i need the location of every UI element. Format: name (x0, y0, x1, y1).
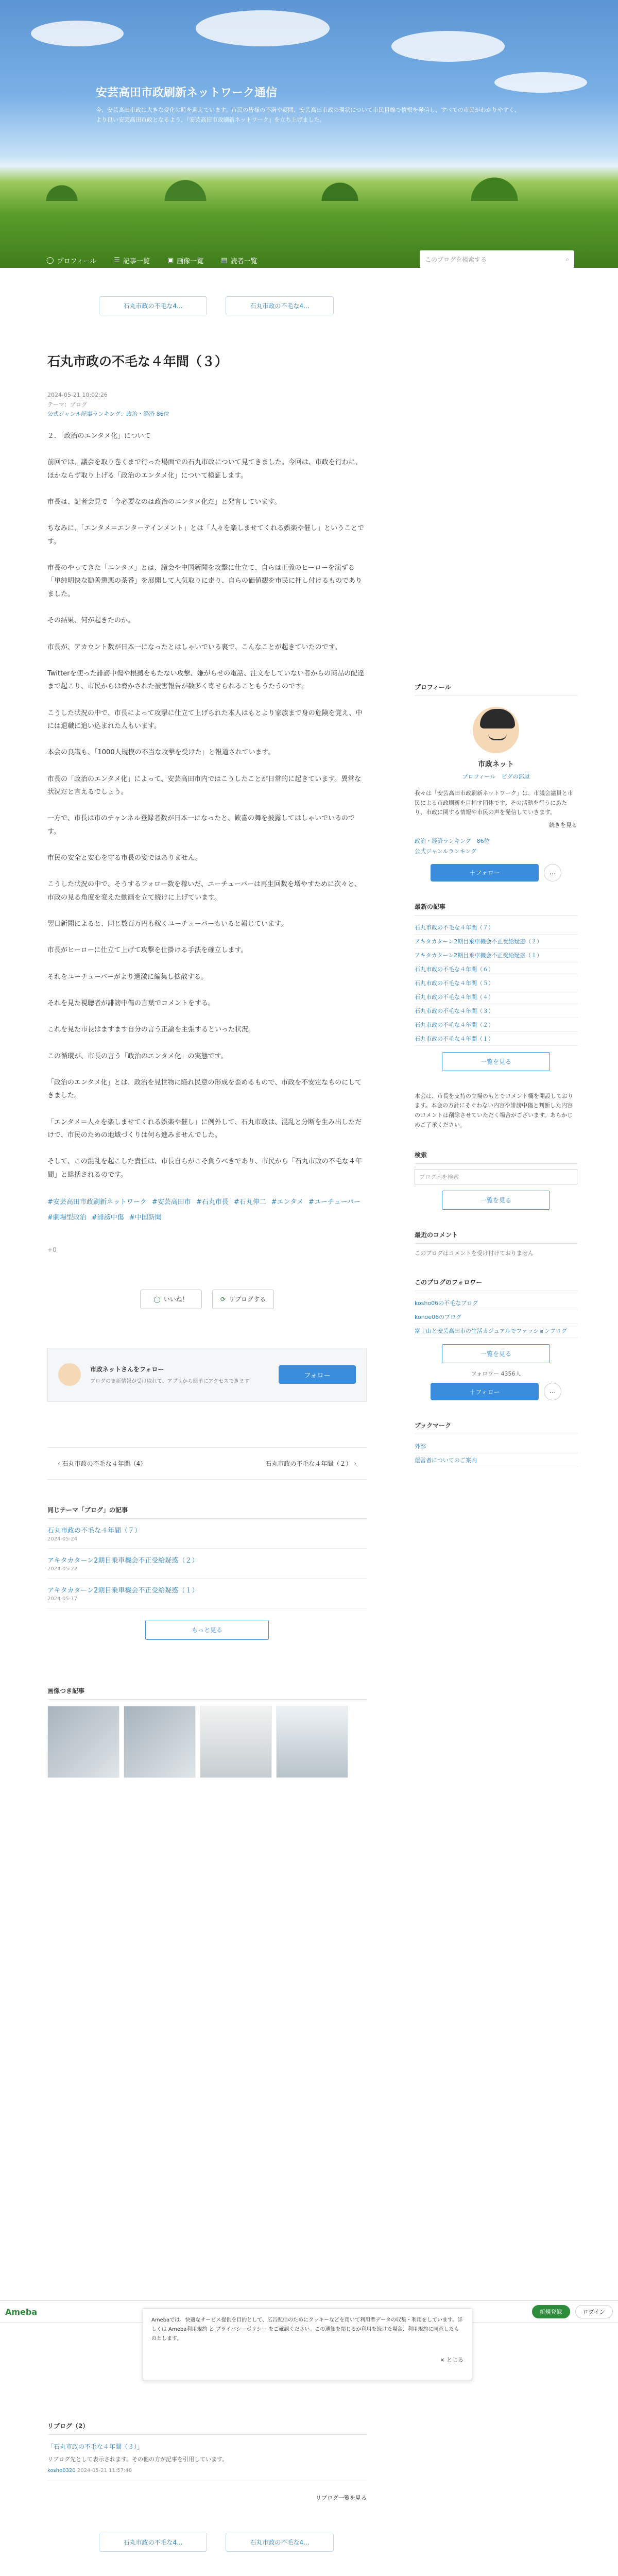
profile-heading: プロフィール (415, 683, 577, 696)
recent-article-link[interactable]: アキタカターン2期目乗車機会不正受給疑惑（２） (415, 935, 577, 948)
more-related-button[interactable]: もっと見る (145, 1620, 269, 1640)
ameba-logo[interactable]: Ameba (5, 2307, 38, 2317)
tree-line (0, 170, 618, 201)
image-icon: ▣ (167, 256, 174, 264)
entry-paragraph: 市長が、アカウント数が日本一になったとはしゃいでいる裏で、こんなことが起きていたのです。 (47, 643, 341, 651)
profile-name[interactable]: 市政ネット (478, 760, 514, 769)
profile-more-link[interactable]: 続きを見る (549, 822, 577, 829)
blog-description: 今、安芸高田市政は大きな変化の時を迎えています。市民の皆様の不満や疑問、安芸高田市政の現状について市民目線で情報を発信し、すべての市民がわかりやすく、より良い安芸高田市政となるよう、『安芸高田市政刷新ネットワーク』を立ち上げました。 (96, 107, 520, 123)
cookie-notice (143, 2308, 472, 2380)
follower-link[interactable]: kosho06の不毛なブログ (415, 1296, 577, 1310)
related-item[interactable] (47, 1549, 367, 1579)
hashtag-link[interactable]: #劇場型政治 (47, 1213, 87, 1222)
bookmark-heading: ブックマーク (415, 1421, 577, 1434)
follower-link[interactable]: konoe06のブログ (415, 1310, 577, 1324)
entry-paragraph: そして、この混乱を起こした責任は、市長自らがこそ負うべきであり、市民から「石丸市政の不毛な４年間」と総括されるのです。 (47, 1158, 362, 1179)
entry-paragraph: それを見た視聴者が誹謗中傷の言葉でコメントをする。 (47, 999, 215, 1007)
nav-profile[interactable]: ◯ プロフィール (46, 256, 97, 265)
recent-list (415, 921, 577, 1046)
hashtag-link[interactable]: #エンタメ (271, 1198, 303, 1207)
entry-paragraph: この循環が、市長の言う「政治のエンタメ化」の実態です。 (47, 1052, 228, 1060)
follow-button[interactable]: フォロー (279, 1365, 356, 1384)
reblog-heading: リブログ（2） (47, 2421, 367, 2435)
article-thumbnail[interactable] (276, 1706, 348, 1778)
follow-subtext: ブログの更新情報が受け取れて、アプリから簡単にアクセスできます (90, 1379, 250, 1385)
entry-paragraph: 一方で、市長は市のチャンネル登録者数が日本一になったと、歓喜の舞を披露してはしゃいでいるのです。 (47, 815, 355, 836)
bookmark-box (415, 1421, 577, 1467)
entry-pager-bottom (47, 1447, 367, 1480)
recent-more-button[interactable]: 一覧を見る (442, 1052, 550, 1071)
hashtag-link[interactable]: #石丸伸二 (233, 1198, 266, 1207)
entry-date: 2024-05-21 10:02:26 (47, 392, 108, 398)
recent-article-link[interactable]: 石丸市政の不毛な４年間（３） (415, 1004, 577, 1018)
cloud (494, 72, 587, 93)
article-thumbnail[interactable] (200, 1706, 272, 1778)
like-icon: ◯ (153, 1295, 161, 1303)
related-title[interactable]: アキタカターン2期目乗車機会不正受給疑惑（２） (47, 1556, 199, 1565)
entry-paragraph: 前回では、議会を取り巻くまで行った場面での石丸市政について見てきました。今回は、市政を行わに、ほかならず取り上げる「政治のエンタメ化」について検証します。 (47, 459, 362, 480)
reblog-author[interactable]: kosho0320 (47, 2467, 76, 2473)
related-list (47, 1519, 367, 1608)
more-options-icon[interactable]: … (544, 864, 561, 882)
reblog-date: 2024-05-21 11:57:48 (77, 2467, 132, 2473)
profile-box (415, 683, 577, 882)
entry-paragraph: 市長は、記者会見で「今必要なのは政治のエンタメ化だ」と発言しています。 (47, 498, 281, 506)
search-box (415, 1150, 577, 1210)
next-entry-link[interactable]: 石丸市政の不毛な4... (226, 2533, 334, 2552)
related-item[interactable] (47, 1519, 367, 1549)
avatar (58, 1363, 81, 1386)
entry-paragraph: 市民の安全と安心を守る市長の姿ではありません。 (47, 854, 202, 862)
ranking-item[interactable]: 政治・経済ランキング 86位 (415, 838, 490, 845)
ranking-item[interactable]: 公式ジャンルランキング (415, 848, 477, 855)
entry-ranking[interactable]: 公式ジャンル記事ランキング：政治・経済 86位 (47, 411, 169, 418)
recent-article-link[interactable]: アキタカターン2期目乗車機会不正受給疑惑（１） (415, 948, 577, 962)
cloud (196, 10, 330, 46)
blog-header (0, 0, 618, 268)
reblog-icon: ⟳ (220, 1295, 226, 1303)
entry-paragraph: 翌日新聞によると、同じ数百万円も稼くユーチューバーもいると報じています。 (47, 920, 287, 928)
profile-rankings (415, 836, 577, 857)
followers-count: フォロワー 4356人 (471, 1370, 521, 1378)
related-title[interactable]: 石丸市政の不毛な４年間（７） (47, 1527, 142, 1535)
entry-paragraph: 本会の良識も、「1000人規模の不当な攻撃を受けた」と報道されています。 (47, 749, 275, 757)
reblog-button[interactable]: ⟳ リブログする (212, 1290, 274, 1309)
next-entry-link[interactable]: 石丸市政の不毛な4... (226, 296, 334, 315)
reblog-section (47, 2421, 367, 2552)
nav-images[interactable]: ▣ 画像一覧 (167, 256, 204, 265)
nav-readers[interactable]: ▤ 読者一覧 (221, 256, 258, 265)
entry-paragraph: 市長の「政治のエンタメ化」によって、安芸高田市内ではこうしたことが日常的に起きています。異常な状況だと言えるでしょう。 (47, 775, 362, 796)
person-icon: ◯ (46, 256, 54, 264)
prev-entry-link-bottom[interactable]: ‹ 石丸市政の不毛な４年間（4） (58, 1460, 147, 1467)
article-thumbnail[interactable] (47, 1706, 119, 1778)
recent-article-link[interactable]: 石丸市政の不毛な４年間（１） (415, 1032, 577, 1046)
chevron-right-icon: › (352, 1460, 356, 1467)
related-item[interactable] (47, 1579, 367, 1608)
entry-theme[interactable]: テーマ：ブログ (47, 401, 87, 408)
related-articles (47, 1505, 367, 1640)
followers-follow-button[interactable]: ＋フォロー (431, 1383, 539, 1400)
entry-paragraph: これを見た市長はますます自分の言う正論を主張するといった状況。 (47, 1026, 255, 1034)
cookie-notice-text: Amebaでは、快適なサービス提供を目的として、広告配信のためにクッキーなどを用いて利用者データの収集・利用をしています。詳しくは Ameba利用規約 と プライバシーポリシー をご確認ください。この通知を閉じるか利用を続けた場合、利用規約に同意したものとします。 (151, 2317, 463, 2342)
blog-search-input[interactable]: このブログを検索する ⌕ (420, 250, 574, 268)
comments-box (415, 1230, 577, 1257)
chevron-left-icon: ‹ (58, 1460, 62, 1467)
entry-column (47, 296, 367, 1778)
cloud (391, 31, 505, 62)
bookmark-link[interactable]: 外部 (415, 1439, 577, 1453)
hashtag-link[interactable]: #安芸高田市 (151, 1198, 191, 1207)
follow-title: 市政ネットさんをフォロー (90, 1366, 164, 1374)
entry-paragraph: ２．「政治のエンタメ化」について (47, 432, 151, 440)
next-entry-link-bottom[interactable]: 石丸市政の不毛な４年間（２） › (265, 1460, 356, 1467)
reblog-caption: +0 (47, 1246, 57, 1253)
entry-paragraph: それをユーチューバーがより過激に編集し拡散する。 (47, 973, 208, 981)
cookie-close-button[interactable]: × とじる (440, 2357, 464, 2363)
follower-link[interactable]: 富士山と安芸高田市の生活カジュアルでファッションブログ (415, 1324, 577, 1338)
related-heading: 同じテーマ「ブログ」の記事 (47, 1505, 367, 1519)
image-articles (47, 1686, 367, 1778)
recent-article-link[interactable]: 石丸市政の不毛な４年間（５） (415, 976, 577, 990)
search-icon[interactable]: ⌕ (565, 255, 569, 263)
close-icon: × (440, 2357, 447, 2363)
recent-article-link[interactable]: 石丸市政の不毛な４年間（２） (415, 1018, 577, 1032)
reblog-entry-body: リブログ先として表示されます。その他の方が記事を引用しています。 (47, 2456, 228, 2463)
followers-list (415, 1296, 577, 1338)
recent-articles-box (415, 902, 577, 1071)
login-button[interactable]: ログイン (575, 2305, 613, 2318)
sidebar-search-button[interactable]: 一覧を見る (442, 1191, 550, 1210)
reaction-bar (47, 1290, 367, 1309)
reblog-list-link[interactable]: リブログ一覧を見る (316, 2494, 367, 2501)
followers-more-button[interactable]: 一覧を見る (442, 1344, 550, 1363)
follow-prompt (47, 1348, 367, 1402)
reblog-entry-title[interactable]: 「石丸市政の不毛な４年間（３）」 (47, 2443, 144, 2450)
related-date: 2024-05-22 (47, 1566, 78, 1572)
recent-heading: 最新の記事 (415, 902, 577, 916)
cloud (31, 21, 124, 46)
search-heading: 検索 (415, 1150, 577, 1164)
entry-paragraph: 市長のやってきた「エンタメ」とは、議会や中国新聞を攻撃に仕立て、自らは正義のヒーローを演ずる「単純明快な勧善懲悪の茶番」を展開して人気取りに走り、自らの価値観を市民に押し付けるものでありました。 (47, 564, 363, 598)
blog-title[interactable]: 安芸高田市政刷新ネットワーク通信 (96, 86, 278, 99)
entry-title[interactable]: 石丸市政の不毛な４年間（３） (47, 354, 228, 369)
entry-body (47, 430, 367, 1181)
entry-meta (47, 391, 367, 419)
images-heading: 画像つき記事 (47, 1686, 367, 1700)
profile-links[interactable]: プロフィール ピグの部屋 (462, 773, 530, 780)
profile-intro: 我々は「安芸高田市政刷新ネットワーク」は、市議会議員と市民による市政刷新を目指す団体です。その活動を行うにあたり、市政に関する情報や市民の声を発信していきます。 (415, 790, 573, 816)
followers-box (415, 1278, 577, 1400)
entry-paragraph: こうした状況の中で、市長によって攻撃に仕立て上げられた本人はもとより家族まで身の危険を覚え、中には退職に追い込まれた人もいます。 (47, 709, 363, 730)
related-date: 2024-05-24 (47, 1536, 78, 1542)
comments-empty-text: このブログはコメントを受け付けておりません (415, 1250, 534, 1257)
entry-paragraph: 市長がヒーローに仕立て上げて攻撃を仕掛ける手法を確立します。 (47, 946, 248, 955)
profile-avatar[interactable] (471, 705, 521, 755)
hashtag-link[interactable]: #誹謗中傷 (91, 1213, 124, 1222)
notice-box (415, 1092, 577, 1130)
register-button[interactable]: 新規登録 (532, 2305, 570, 2318)
entry-paragraph: Twitterを使った誹謗中傷や根拠をもたない攻撃、嫌がらせの電話、注文をしていない者からの商品の配達まで起こり、市民からは脅かされた被害報告が数多く寄せられることもうたうのです。 (47, 669, 365, 691)
recent-article-link[interactable]: 石丸市政の不毛な４年間（７） (415, 921, 577, 935)
recent-article-link[interactable]: 石丸市政の不毛な４年間（４） (415, 990, 577, 1004)
prev-entry-link[interactable]: 石丸市政の不毛な4... (99, 296, 207, 315)
entry-pager-top (99, 296, 367, 315)
hashtag-link[interactable]: #安芸高田市政刷新ネットワーク (47, 1198, 147, 1207)
followers-heading: このブログのフォロワー (415, 1278, 577, 1291)
bookmark-link[interactable]: 運営者についてのご案内 (415, 1453, 577, 1467)
hashtag-link[interactable]: #石丸市長 (196, 1198, 229, 1207)
entry-paragraph: ちなみに、「エンタメ＝エンターテインメント」とは「人々を楽しませてくれる娯楽や催し」ということです。 (47, 524, 365, 546)
hashtag-list (47, 1195, 367, 1226)
comments-heading: 最近のコメント (415, 1230, 577, 1244)
related-title[interactable]: アキタカターン2期目乗車機会不正受給疑惑（１） (47, 1586, 199, 1595)
nav-articles[interactable]: ☰ 記事一覧 (114, 256, 150, 265)
like-button[interactable]: ◯ いいね！ (140, 1290, 202, 1309)
list-icon: ☰ (114, 256, 120, 264)
entry-paragraph: 「政治のエンタメ化」とは、政治を見世物に陥れ民意の形成を歪めるもので、市政を不安定なものにしてきました。 (47, 1079, 362, 1100)
readers-icon: ▤ (221, 256, 228, 264)
sidebar-follow-button[interactable]: ＋フォロー (431, 864, 539, 882)
article-thumbnail[interactable] (124, 1706, 196, 1778)
sidebar-search-input[interactable]: ブログ内を検索 (415, 1169, 577, 1184)
entry-paragraph: その結果、何が起きたのか。 (47, 617, 135, 625)
recent-article-link[interactable]: 石丸市政の不毛な４年間（６） (415, 962, 577, 976)
related-date: 2024-05-17 (47, 1596, 78, 1602)
entry-paragraph: 「エンタメ＝人々を楽しませてくれる娯楽や催し」に例外して、石丸市政は、混乱と分断を生み出しただけで、市民のための地域づくりは何ら進みませんでした。 (47, 1118, 362, 1140)
image-thumbs (47, 1706, 367, 1778)
hashtag-link[interactable]: #ユーチューバー (308, 1198, 360, 1207)
entry-paragraph: こうした状況の中で、そうするフォロー数を稼いだ、ユーチューバーは再生回数を増やすために次々と、市政の見る角度を変えた動画を立て続けに上げています。 (47, 880, 362, 902)
comment-policy-note: 本会は、市長を支持の立場のもとでコメント欄を開設しております。本会の方針にそぐわない内容や誹謗中傷と判断した内容のコメントは削除させていただく場合がございます。あらかじめご了承ください。 (415, 1092, 573, 1128)
more-options-icon[interactable]: … (544, 1383, 561, 1400)
hashtag-link[interactable]: #中国新聞 (129, 1213, 162, 1222)
sidebar (415, 683, 577, 1488)
prev-entry-link[interactable]: 石丸市政の不毛な4... (99, 2533, 207, 2552)
